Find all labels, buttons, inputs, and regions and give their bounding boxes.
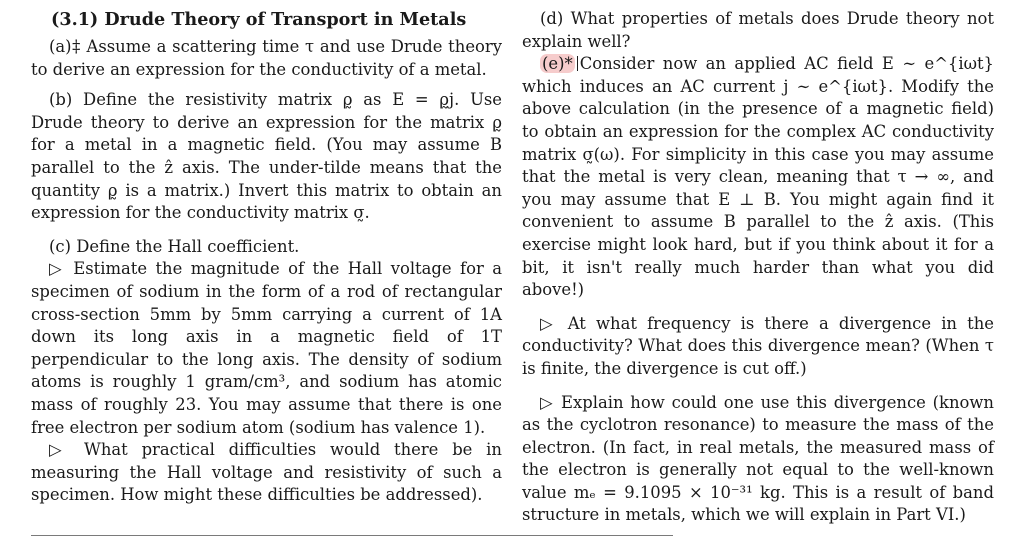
part-d-label: (d) <box>540 9 564 28</box>
part-d-text: What properties of metals does Drude theory not explain well? <box>522 9 994 51</box>
footnote-rule <box>31 535 673 536</box>
part-c-intro: Define the Hall coefficient. <box>76 236 300 256</box>
part-b-text: Define the resistivity matrix ρ̰ as E = ρ̰j. Use Drude theory to derive an expression for the matrix ρ̰ for a metal in a magnetic field. (You may assume B parallel to the ẑ axis. The under-tilde means that the quantity ρ̰ is a matrix.) Invert this matrix to obtain an expression for the conductivity matrix σ̰. <box>31 90 502 223</box>
part-c-difficulties: ▷ What practical difficulties would there be in measuring the Hall voltage and resistivity of such a specimen. How might these difficulties be addressed). <box>31 440 502 505</box>
part-a-label: (a)‡ <box>49 37 81 56</box>
part-b-label: (b) <box>49 90 73 110</box>
part-e-label-highlight[interactable]: (e)* <box>542 54 573 74</box>
part-e-cyclotron: ▷ Explain how could one use this divergence (known as the cyclotron resonance) to measure the mass of the electron. (In fact, in real metals, the measured mass of the electron is generally not equal to the well-known value mₑ = 9.1095 × 10⁻³¹ kg. This is a result of band structure in metals, which we will explain in Part VI.) <box>522 392 994 525</box>
part-c <box>31 236 502 259</box>
part-e-text: Consider now an applied AC field E ∼ e^{iωt} which induces an AC current j ∼ e^{iωt}. Modify the above calculation (in the presence of a magnetic field) to obtain an expression for the complex AC conductivity matrix σ̰(ω). For simplicity in this case you may assume that the metal is very clean, meaning that τ → ∞, and you may assume that E ⊥ B. You might again find it convenient to assume B parallel to the ẑ axis. (This exercise might look hard, but if you think about it for a bit, it isn't really much harder than what you did above!) <box>522 54 994 300</box>
text-cursor <box>577 56 578 71</box>
part-e-divergence: ▷ At what frequency is there a divergence in the conductivity? What does this divergence mean? (When τ is finite, the divergence is cut off.) <box>522 313 994 378</box>
right-column <box>522 8 994 527</box>
section-title: (3.1) Drude Theory of Transport in Metals <box>51 9 467 30</box>
part-c-sodium-problem: ▷ Estimate the magnitude of the Hall voltage for a specimen of sodium in the form of a rod of rectangular cross-section 5mm by 5mm carrying a current of 1A down its long axis in a magnetic field of 1T perpendicular to the long axis. The density of sodium atoms is roughly 1 gram/cm³, and sodium has atomic mass of roughly 23. You may assume that there is one free electron per sodium atom (sodium has valence 1). <box>31 259 502 437</box>
left-column <box>31 8 502 507</box>
part-a <box>31 36 502 81</box>
part-d <box>522 8 994 53</box>
part-a-text: Assume a scattering time τ and use Drude theory to derive an expression for the conductivity of a metal. <box>31 37 502 79</box>
part-e <box>522 53 994 302</box>
part-c-label: (c) <box>49 236 71 256</box>
part-b <box>31 89 502 225</box>
